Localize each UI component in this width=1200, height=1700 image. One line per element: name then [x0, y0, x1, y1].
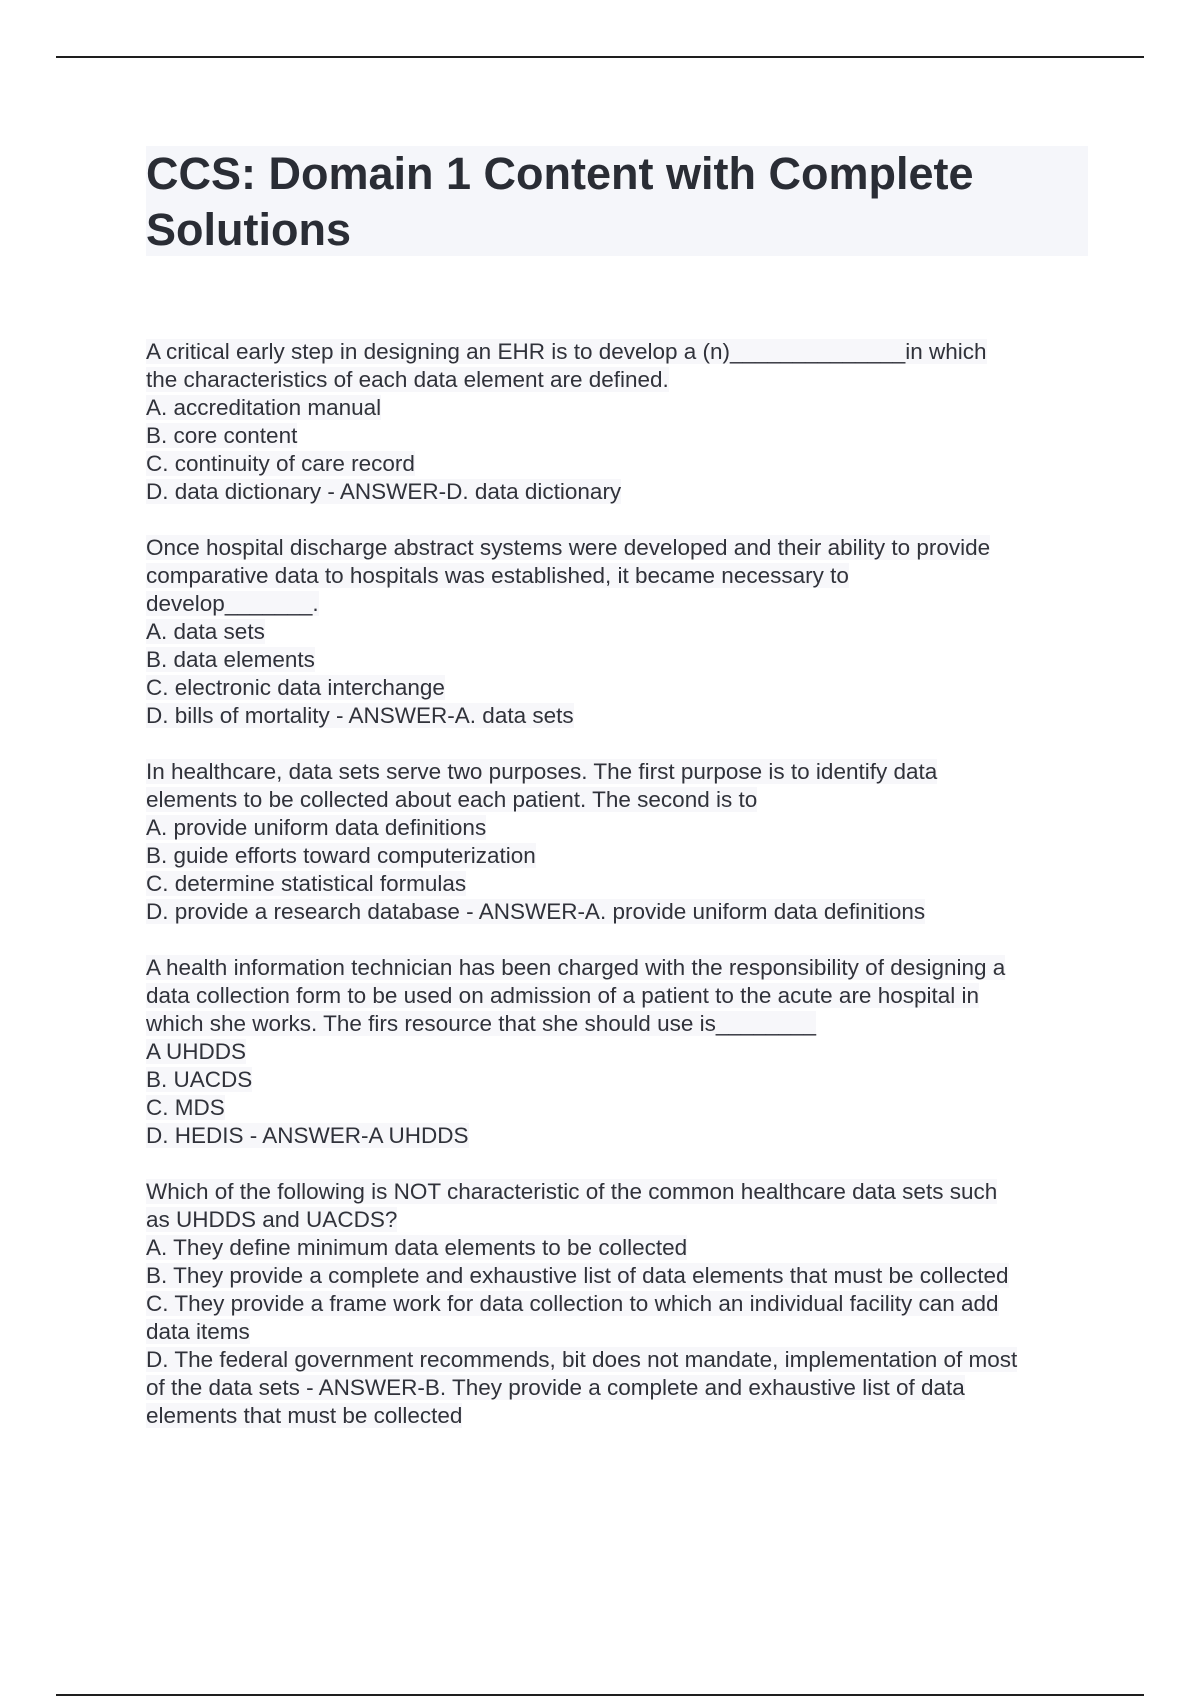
question-line-text: of the data sets - ANSWER-B. They provide a complete and exhaustive list of data	[146, 1375, 965, 1400]
question-line-text: B. UACDS	[146, 1067, 253, 1092]
question-line	[146, 646, 1096, 674]
question-line	[146, 982, 1096, 1010]
question-line	[146, 1066, 1096, 1094]
question-line	[146, 674, 1096, 702]
question-block	[146, 1178, 1096, 1430]
question-line	[146, 478, 1096, 506]
bottom-rule	[56, 1694, 1144, 1696]
question-line-text: comparative data to hospitals was established, it became necessary to	[146, 563, 849, 588]
question-line-text: D. data dictionary - ANSWER-D. data dictionary	[146, 479, 622, 504]
question-line-text: data collection form to be used on admission of a patient to the acute are hospital in	[146, 983, 980, 1008]
question-line	[146, 1234, 1096, 1262]
question-line	[146, 590, 1096, 618]
question-line	[146, 534, 1096, 562]
question-line	[146, 898, 1096, 926]
question-line-text: A UHDDS	[146, 1039, 247, 1064]
question-line	[146, 1346, 1096, 1374]
page-title: CCS: Domain 1 Content with Complete Solutions	[146, 148, 974, 255]
question-line-text: elements that must be collected	[146, 1403, 463, 1428]
question-line	[146, 1178, 1096, 1206]
question-line-text: A. provide uniform data definitions	[146, 815, 487, 840]
question-line	[146, 1038, 1096, 1066]
question-line	[146, 814, 1096, 842]
question-line-text: A critical early step in designing an EHR is to develop a (n)______________in which	[146, 339, 987, 364]
question-line-text: develop_______.	[146, 591, 319, 616]
question-line-text: the characteristics of each data element are defined.	[146, 367, 669, 392]
question-line-text: C. determine statistical formulas	[146, 871, 467, 896]
question-line	[146, 366, 1096, 394]
question-line	[146, 870, 1096, 898]
question-line-text: C. MDS	[146, 1095, 225, 1120]
question-line	[146, 1010, 1096, 1038]
question-line-text: Which of the following is NOT characteristic of the common healthcare data sets such	[146, 1179, 998, 1204]
question-line-text: Once hospital discharge abstract systems were developed and their ability to provide	[146, 535, 991, 560]
question-line-text: as UHDDS and UACDS?	[146, 1207, 398, 1232]
question-line	[146, 422, 1096, 450]
question-block	[146, 534, 1096, 730]
question-line	[146, 562, 1096, 590]
question-line	[146, 1206, 1096, 1234]
question-line	[146, 1122, 1096, 1150]
question-line-text: C. electronic data interchange	[146, 675, 445, 700]
question-line	[146, 394, 1096, 422]
question-line	[146, 338, 1096, 366]
question-line-text: B. They provide a complete and exhaustive list of data elements that must be collected	[146, 1263, 1009, 1288]
top-rule	[56, 56, 1144, 58]
question-line-text: B. core content	[146, 423, 298, 448]
question-line	[146, 1402, 1096, 1430]
question-line-text: In healthcare, data sets serve two purposes. The first purpose is to identify data	[146, 759, 938, 784]
question-line	[146, 1094, 1096, 1122]
question-line-text: C. continuity of care record	[146, 451, 415, 476]
question-line	[146, 786, 1096, 814]
question-block	[146, 758, 1096, 926]
question-line-text: D. provide a research database - ANSWER-A. provide uniform data definitions	[146, 899, 926, 924]
question-line	[146, 618, 1096, 646]
question-line-text: D. HEDIS - ANSWER-A UHDDS	[146, 1123, 469, 1148]
question-line	[146, 702, 1096, 730]
question-line-text: A. accreditation manual	[146, 395, 382, 420]
question-line-text: A. They define minimum data elements to be collected	[146, 1235, 688, 1260]
question-line-text: C. They provide a frame work for data collection to which an individual facility can add	[146, 1291, 999, 1316]
question-line	[146, 1290, 1096, 1318]
question-block	[146, 954, 1096, 1150]
question-line-text: which she works. The firs resource that she should use is________	[146, 1011, 816, 1036]
question-block	[146, 338, 1096, 506]
question-list	[146, 338, 1096, 1458]
question-line-text: elements to be collected about each patient. The second is to	[146, 787, 758, 812]
question-line	[146, 758, 1096, 786]
question-line	[146, 450, 1096, 478]
question-line	[146, 842, 1096, 870]
question-line-text: D. bills of mortality - ANSWER-A. data sets	[146, 703, 574, 728]
question-line	[146, 1374, 1096, 1402]
question-line-text: A health information technician has been charged with the responsibility of designing a	[146, 955, 1006, 980]
question-line	[146, 1318, 1096, 1346]
question-line	[146, 1262, 1096, 1290]
question-line-text: D. The federal government recommends, bit does not mandate, implementation of most	[146, 1347, 1018, 1372]
question-line-text: A. data sets	[146, 619, 265, 644]
question-line-text: data items	[146, 1319, 250, 1344]
question-line-text: B. guide efforts toward computerization	[146, 843, 536, 868]
question-line	[146, 954, 1096, 982]
question-line-text: B. data elements	[146, 647, 315, 672]
